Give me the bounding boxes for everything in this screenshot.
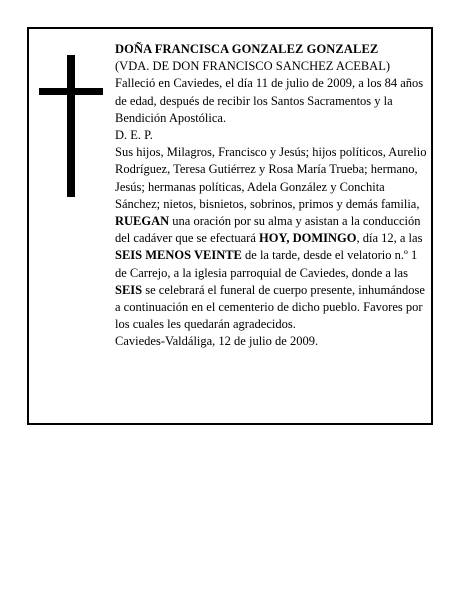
place-date: Caviedes-Valdáliga, 12 de julio de 2009. (115, 334, 319, 349)
request-text-2: , día 12, a las (356, 231, 423, 246)
notice-text (115, 41, 427, 351)
hoy-domingo: HOY, DOMINGO (259, 231, 357, 246)
death-announcement: Falleció en Caviedes, el día 11 de julio de 2009, a los 84 años de edad, después de recibir los Santos Sacramentos y la Bendición Apostólica. (115, 76, 424, 125)
widow-of-line: (VDA. DE DON FRANCISCO SANCHEZ ACEBAL) (115, 59, 391, 74)
obituary-notice (27, 27, 433, 425)
family-list: Sus hijos, Milagros, Francisco y Jesús; hijos políticos, Aurelio Rodríguez, Teresa Gutiérrez y Rosa María Trueba; hermano, Jesús; hermanas políticas, Adela González y Conchita Sánchez; nietos, bisnietos, sobrinos, primos y demás familia, (115, 145, 427, 211)
request-text-3: de la tarde, desde el velatorio n.º 1 de Carrejo, a la iglesia parroquial de Caviedes, donde a las (115, 248, 418, 280)
ruegan-word: RUEGAN (115, 214, 170, 229)
funeral-time: SEIS (115, 282, 143, 297)
request-text-1: una oración por su alma y asistan a la conducción del cadáver que se efectuará (115, 214, 421, 246)
deceased-name: DOÑA FRANCISCA GONZALEZ GONZALEZ (115, 42, 379, 56)
cross-icon (39, 55, 103, 197)
rip-line: D. E. P. (115, 128, 153, 143)
request-text-4: se celebrará el funeral de cuerpo presente, inhumándose a continuación en el cementerio de dicho pueblo. Favores por los cuales les quedarán agradecidos. (115, 282, 425, 332)
cross-vertical-bar (67, 55, 75, 197)
cross-horizontal-bar (39, 88, 103, 95)
departure-time: SEIS MENOS VEINTE (115, 248, 242, 263)
funeral-request (115, 213, 427, 333)
